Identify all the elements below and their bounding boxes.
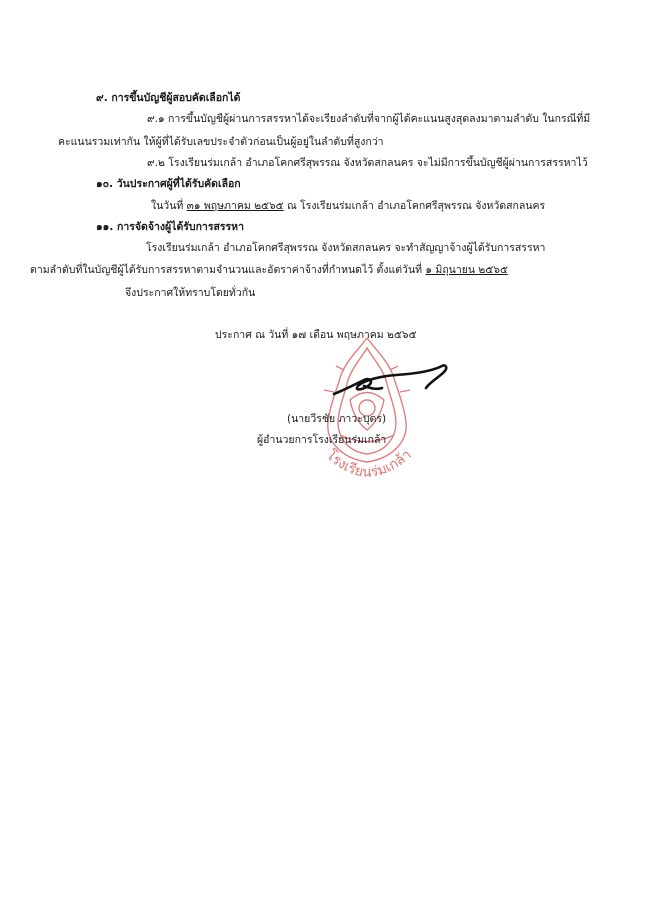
section-10-prefix: ในวันที่ xyxy=(151,200,184,212)
section-11-heading: ๑๑. การจัดจ้างผู้ได้รับการสรรหา xyxy=(96,221,244,233)
closing-statement: จึงประกาศให้ทราบโดยทั่วกัน xyxy=(125,287,256,299)
section-9-2: ๙.๒ โรงเรียนร่มเกล้า อำเภอโคกศรีสุพรรณ จังหวัดสกลนคร จะไม่มีการขึ้นบัญชีผู้ผ่านการสรรหาไว้ xyxy=(147,157,588,169)
signer-title: ผู้อำนวยการโรงเรียนร่มเกล้า xyxy=(257,434,387,446)
section-11-line-2-text: ตามลำดับที่ในบัญชีผู้ได้รับการสรรหาตามจำนวนและอัตราค่าจ้างที่กำหนดไว้ ตั้งแต่วันที่ xyxy=(30,264,423,276)
section-10-heading: ๑๐. วันประกาศผู้ที่ได้รับคัดเลือก xyxy=(96,178,241,190)
seal-text: โรงเรียนร่มเกล้า xyxy=(322,446,415,481)
section-11-line-2 xyxy=(30,262,508,278)
announcement-date-line: ประกาศ ณ วันที่ ๑๗ เดือน พฤษภาคม ๒๕๖๕ xyxy=(215,329,417,341)
announcement-date: ๓๑ พฤษภาคม ๒๕๖๕ xyxy=(186,200,284,212)
section-10-suffix: ณ โรงเรียนร่มเกล้า อำเภอโคกศรีสุพรรณ จังหวัดสกลนคร xyxy=(286,200,546,212)
section-9-heading: ๙. การขึ้นบัญชีผู้สอบคัดเลือกได้ xyxy=(96,92,241,104)
school-seal-image xyxy=(300,330,435,490)
signature-image xyxy=(330,360,465,410)
signer-name: (นายวีรชัย ภาวะบุตร) xyxy=(287,413,387,425)
section-9-1-line-2: คะแนนรวมเท่ากัน ให้ผู้ที่ได้รับเลขประจำตัวก่อนเป็นผู้อยู่ในลำดับที่สูงกว่า xyxy=(58,136,384,148)
employment-start-date: ๑ มิถุนายน ๒๕๖๕ xyxy=(425,264,508,276)
section-10-text xyxy=(151,198,545,214)
section-11-line-1: โรงเรียนร่มเกล้า อำเภอโคกศรีสุพรรณ จังหวัดสกลนคร จะทำสัญญาจ้างผู้ได้รับการสรรหา xyxy=(146,242,546,254)
section-9-1-line-1: ๙.๑ การขึ้นบัญชีผู้ผ่านการสรรหาได้จะเรียงลำดับที่จากผู้ได้คะแนนสูงสุดลงมาตามลำดับ ในกรณีที่มี xyxy=(147,113,591,125)
